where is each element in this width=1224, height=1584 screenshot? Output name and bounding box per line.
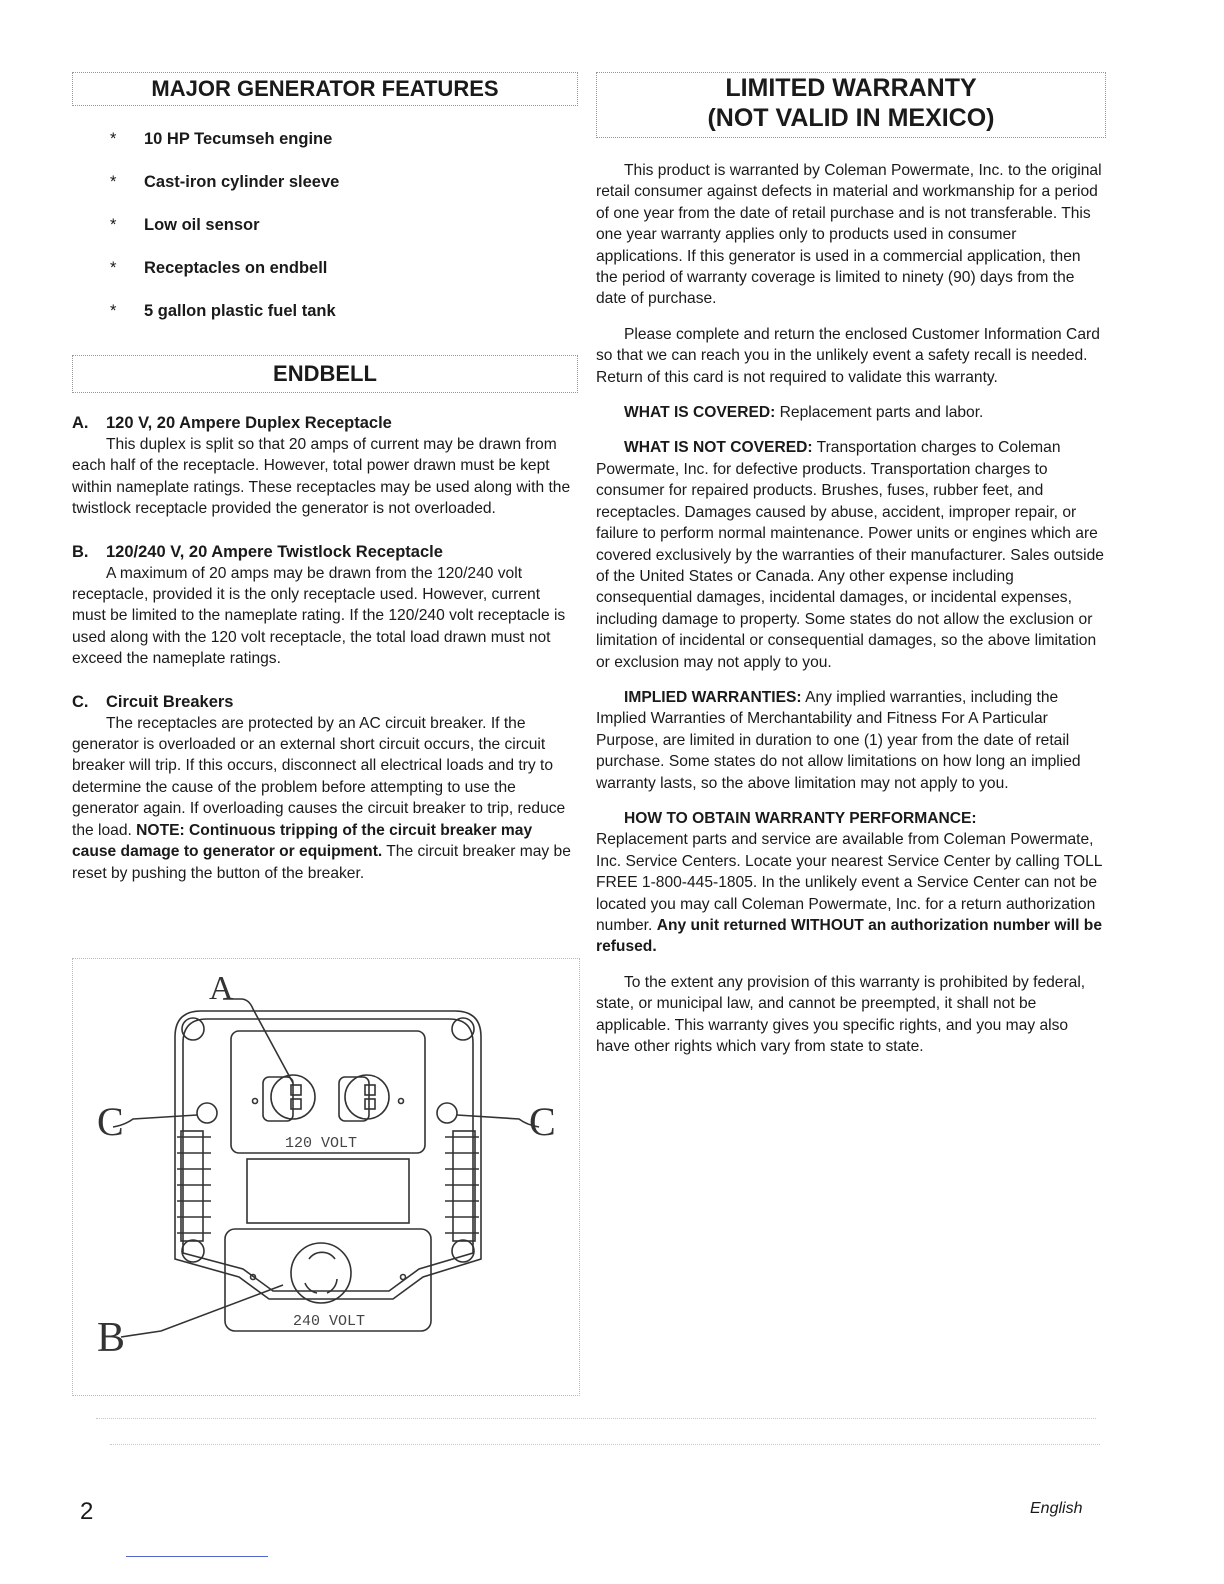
- endbell-diagram: [72, 958, 580, 1396]
- section-text: The receptacles are protected by an AC circuit breaker. If the generator is overloaded or an external short circuit occurs, the circuit breaker will trip. If this occurs, disconnect all electrical loads and try to determine the cause of the problem before attempting to use the generator again. If overloading causes the circuit breaker to trip, reduce the load. NOTE: Continuous tripping of the circuit breaker may cause damage to generator or equipment. The circuit breaker may be reset by pushing the button of the breaker.: [72, 714, 571, 882]
- page-number: 2: [80, 1498, 94, 1525]
- list-item: * Receptacles on endbell: [72, 247, 578, 290]
- label-240-volt: 240 VOLT: [293, 1313, 366, 1330]
- callout-b: B: [97, 1315, 126, 1361]
- section-text: A maximum of 20 amps may be drawn from the 120/240 volt receptacle, provided it is the only receptacle used. However, current must be limited to the nameplate rating. If the 120/240 volt receptacle is used along with the 120 volt receptacle, the total load drawn must not exceed the nameplate ratings.: [72, 564, 566, 668]
- customer-card-paragraph: Please complete and return the enclosed Customer Information Card so that we can reach you in the unlikely event a safety recall is needed. Return of this card is not required to validate this warranty.: [596, 325, 1100, 386]
- list-item: * Cast-iron cylinder sleeve: [72, 161, 578, 204]
- section-text: This duplex is split so that 20 amps of current may be drawn from each half of the receptacle. However, total power drawn must be kept within nameplate ratings. These receptacles may be used along with the twistlock receptacle provided the generator is not overloaded.: [72, 436, 571, 518]
- divider: [96, 1418, 1096, 1419]
- features-title: MAJOR GENERATOR FEATURES: [72, 72, 578, 106]
- section-a: [72, 413, 578, 520]
- how-to-obtain: HOW TO OBTAIN WARRANTY PERFORMANCE: Replacement parts and service are available from Coleman Powermate, Inc. Service Centers. Locate your nearest Service Center by calling TOLL FREE 1-800-445-1805. In the unlikely event a Service Center can not be located you may call Coleman Powermate, Inc. for a return authorization number. Any unit returned WITHOUT an authorization number will be refused.: [596, 809, 1102, 956]
- bullet-icon: *: [110, 130, 117, 148]
- section-letter: A.: [72, 414, 89, 432]
- callout-a: A: [209, 970, 234, 1007]
- warranty-title: LIMITED WARRANTY (NOT VALID IN MEXICO): [596, 72, 1106, 138]
- section-c: [72, 692, 578, 884]
- bullet-icon: *: [110, 259, 117, 277]
- section-heading: Circuit Breakers: [106, 692, 234, 711]
- section-letter: C.: [72, 692, 89, 711]
- note-warning: Continuous tripping of the circuit breaker may cause damage to generator or equipment.: [72, 821, 533, 861]
- bullet-icon: *: [110, 302, 117, 320]
- label-120-volt: 120 VOLT: [285, 1135, 358, 1152]
- list-item: * 10 HP Tecumseh engine: [72, 118, 578, 161]
- section-b: [72, 542, 578, 670]
- section-letter: B.: [72, 542, 89, 561]
- right-column: [596, 72, 1106, 1071]
- what-is-not-covered: WHAT IS NOT COVERED: Transportation charges to Coleman Powermate, Inc. for defective products. Transportation charges to consumer for repaired products. Brushes, fuses, rubber feet, and receptacles. Damages caused by abuse, accident, improper repair, or failure to perform normal maintenance. Power units or engines which are covered exclusively by the warranties of their manufacturer. Sales outside of the United States or Canada. Any other expense including consequential damages, incidental damages, or incidental expenses, including damage to property. Some states do not allow the exclusion or limitation of incidental or consequential damages, so the above limitation or exclusion may not apply to you.: [596, 439, 1104, 671]
- section-heading: 120/240 V, 20 Ampere Twistlock Receptacle: [106, 542, 443, 561]
- divider: [110, 1444, 1100, 1445]
- what-is-covered: WHAT IS COVERED: Replacement parts and labor.: [624, 404, 984, 422]
- left-column: [72, 72, 578, 884]
- callout-c-left: C: [97, 1099, 124, 1144]
- implied-warranties: IMPLIED WARRANTIES: Any implied warranties, including the Implied Warranties of Merchantability and Fitness For A Particular Purpose, are limited in duration to one (1) year from the date of retail purchase. Some states do not allow limitations on how long an implied warranty lasts, so the above limitation may not apply to you.: [596, 688, 1081, 792]
- section-heading: 120 V, 20 Ampere Duplex Receptacle: [106, 414, 392, 432]
- note-label: NOTE:: [136, 821, 185, 839]
- features-list: [72, 118, 578, 333]
- bullet-icon: *: [110, 173, 117, 191]
- endbell-title: ENDBELL: [72, 355, 578, 393]
- legal-provision: To the extent any provision of this warranty is prohibited by federal, state, or municipal law, and cannot be preempted, it shall not be applicable. This warranty gives you specific rights, and you may also have other rights which vary from state to state.: [596, 973, 1086, 1056]
- callout-c-right: C: [529, 1099, 556, 1144]
- divider: [126, 1556, 268, 1557]
- list-item: * 5 gallon plastic fuel tank: [72, 290, 578, 333]
- language-label: English: [1030, 1500, 1083, 1517]
- list-item: * Low oil sensor: [72, 204, 578, 247]
- endbell-drawing: [73, 959, 579, 1395]
- bullet-icon: *: [110, 216, 117, 234]
- warranty-intro: This product is warranted by Coleman Powermate, Inc. to the original retail consumer against defects in material and workmanship for a period of one year from the date of retail purchase and is not transferable. This one year warranty applies only to products used in consumer applications. If this generator is used in a commercial application, then the period of warranty coverage is limited to ninety (90) days from the date of purchase.: [596, 162, 1102, 308]
